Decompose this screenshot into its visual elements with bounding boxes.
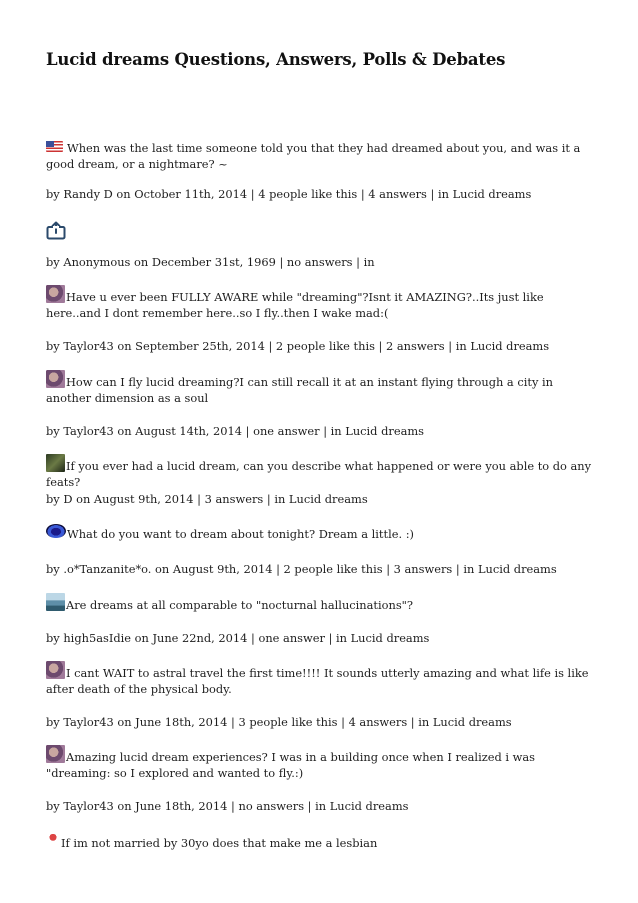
user-avatar-icon bbox=[46, 285, 65, 303]
page-title: Lucid dreams Questions, Answers, Polls & Debates bbox=[46, 50, 506, 69]
user-avatar-icon bbox=[46, 454, 65, 472]
question-meta: by Anonymous on December 31st, 1969 | no answers | in bbox=[46, 255, 375, 269]
question-text[interactable]: When was the last time someone told you that they had dreamed about you, and was it a good dream, or a nightmare? ~ bbox=[46, 141, 581, 171]
question-meta: by Taylor43 on September 25th, 2014 | 2 people like this | 2 answers | in Lucid dreams bbox=[46, 339, 550, 353]
user-avatar-icon bbox=[46, 370, 65, 388]
question-text[interactable]: If you ever had a lucid dream, can you describe what happened or were you able to do any feats? bbox=[46, 454, 594, 490]
question-text[interactable]: Amazing lucid dream experiences? I was in a building once when I realized i was "dreaming: so I explored and wanted to fly.:) bbox=[46, 745, 594, 781]
question-meta: by Taylor43 on June 18th, 2014 | 3 people like this | 4 answers | in Lucid dreams bbox=[46, 715, 512, 729]
question-text[interactable]: Have u ever been FULLY AWARE while "dreaming"?Isnt it AMAZING?..Its just like here..and I dont remember here..so I fly..then I wake mad:( bbox=[46, 285, 594, 321]
user-avatar-icon bbox=[46, 831, 60, 849]
user-avatar-icon bbox=[46, 661, 65, 679]
question-text[interactable]: What do you want to dream about tonight? Dream a little. :) bbox=[46, 524, 594, 542]
question-meta: by Taylor43 on August 14th, 2014 | one answer | in Lucid dreams bbox=[46, 424, 425, 438]
share-icon[interactable] bbox=[46, 220, 66, 240]
user-avatar-icon bbox=[46, 745, 65, 763]
question-meta: by D on August 9th, 2014 | 3 answers | in Lucid dreams bbox=[46, 492, 368, 506]
question-text[interactable]: If im not married by 30yo does that make me a lesbian bbox=[46, 831, 594, 851]
question-meta: by .o*Tanzanite*o. on August 9th, 2014 | 2 people like this | 3 answers | in Lucid dreams bbox=[46, 562, 557, 576]
user-avatar-icon bbox=[46, 524, 66, 538]
question-text[interactable]: How can I fly lucid dreaming?I can still recall it at an instant flying through a city in another dimension as a soul bbox=[46, 370, 594, 406]
question-meta: by Randy D on October 11th, 2014 | 4 people like this | 4 answers | in Lucid dreams bbox=[46, 187, 532, 201]
question-meta: by Taylor43 on June 18th, 2014 | no answers | in Lucid dreams bbox=[46, 799, 409, 813]
question-meta: by high5asIdie on June 22nd, 2014 | one answer | in Lucid dreams bbox=[46, 631, 430, 645]
question-text[interactable]: I cant WAIT to astral travel the first time!!!! It sounds utterly amazing and what life is like after death of the physical body. bbox=[46, 661, 594, 697]
us-flag-avatar-icon bbox=[46, 141, 63, 152]
user-avatar-icon bbox=[46, 593, 65, 611]
question-text[interactable]: Are dreams at all comparable to "nocturnal hallucinations"? bbox=[46, 593, 594, 613]
